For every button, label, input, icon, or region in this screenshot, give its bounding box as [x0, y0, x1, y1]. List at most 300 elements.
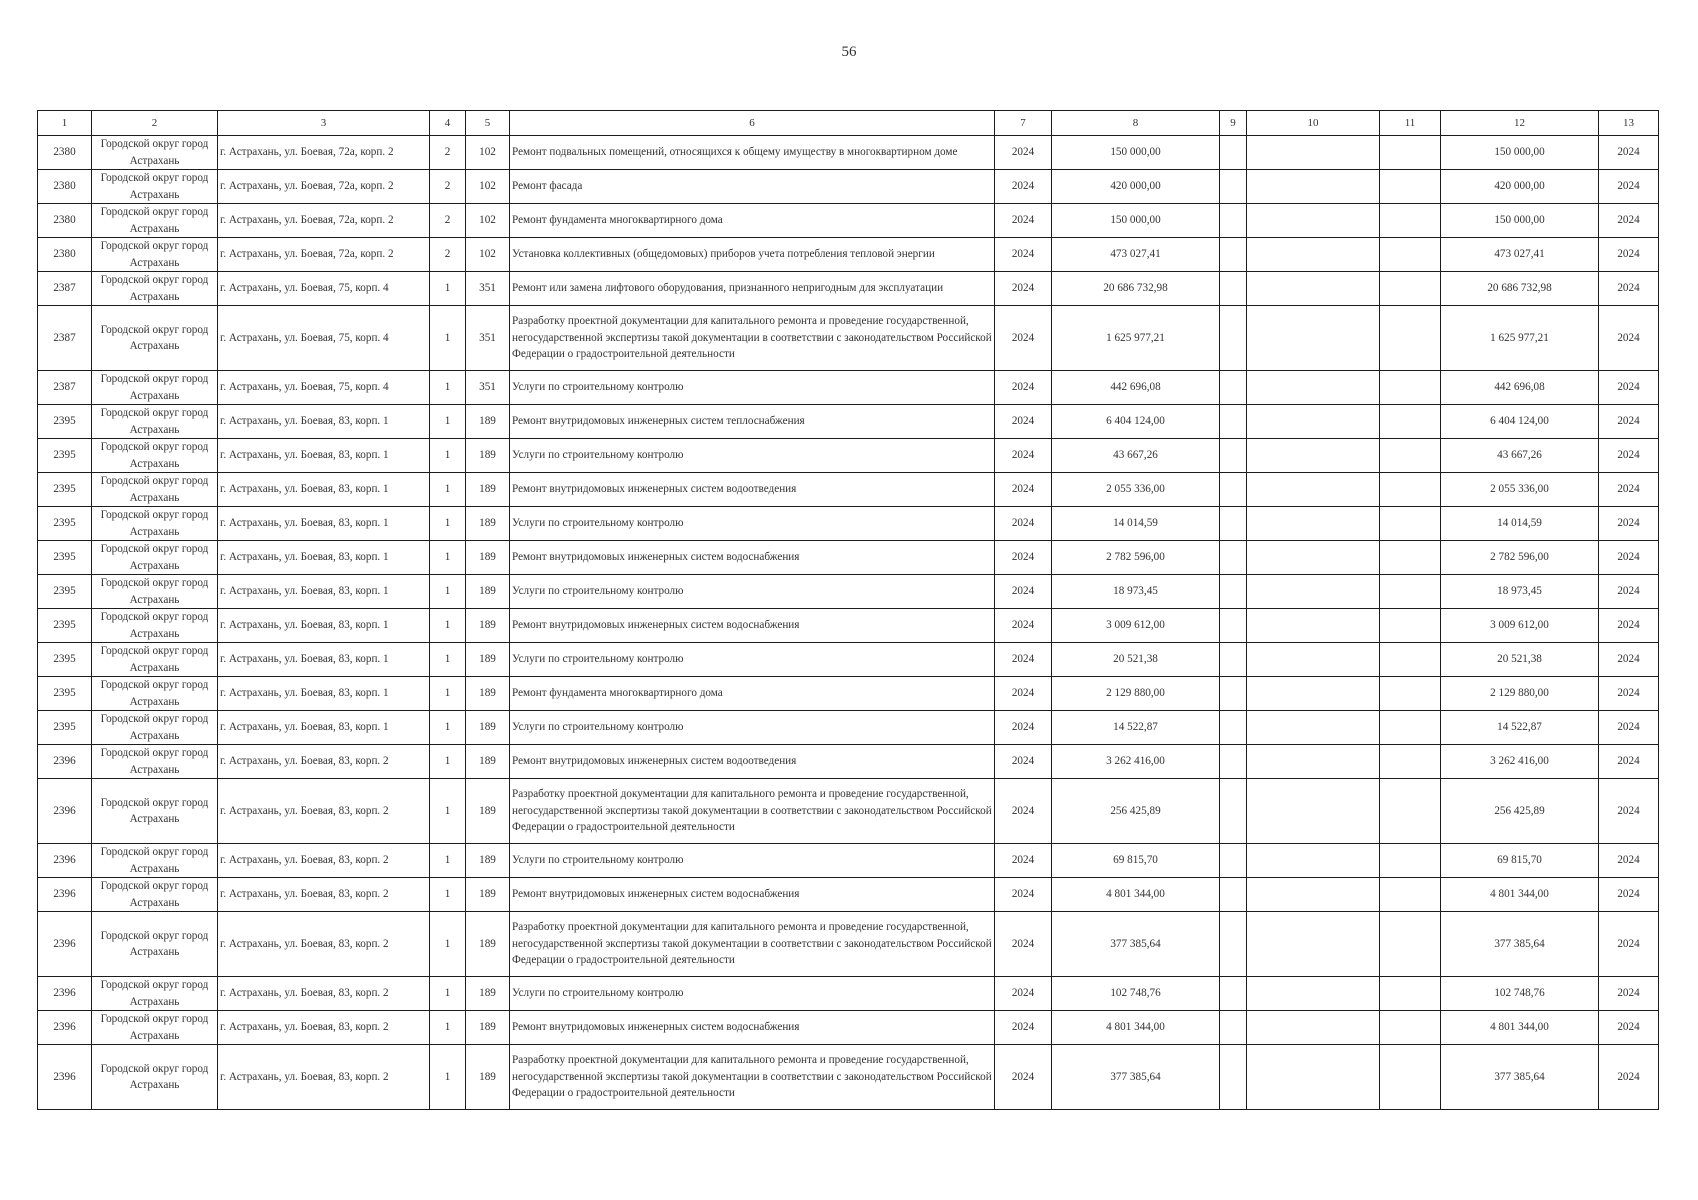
cell-year: 2024	[995, 745, 1052, 779]
cell-year: 2024	[995, 405, 1052, 439]
cell-col-9	[1220, 272, 1247, 306]
cell-year: 2024	[995, 878, 1052, 912]
cell-cost-total: 69 815,70	[1441, 844, 1599, 878]
cell-col-5: 189	[466, 473, 510, 507]
cell-col-11	[1380, 912, 1441, 977]
table-row	[38, 643, 1659, 677]
cell-col-9	[1220, 306, 1247, 371]
table-row	[38, 541, 1659, 575]
cell-year-end: 2024	[1599, 473, 1659, 507]
cell-col-9	[1220, 170, 1247, 204]
cell-col-5: 189	[466, 439, 510, 473]
cell-object-id: 2396	[38, 977, 92, 1011]
cell-col-10	[1247, 779, 1380, 844]
cell-year: 2024	[995, 170, 1052, 204]
cell-municipality: Городской округ город Астрахань	[92, 779, 218, 844]
cell-object-id: 2396	[38, 1011, 92, 1045]
cell-object-id: 2396	[38, 779, 92, 844]
cell-year: 2024	[995, 541, 1052, 575]
cell-municipality: Городской округ город Астрахань	[92, 878, 218, 912]
cell-col-11	[1380, 711, 1441, 745]
cell-cost-total: 256 425,89	[1441, 779, 1599, 844]
cell-address: г. Астрахань, ул. Боевая, 75, корп. 4	[218, 306, 430, 371]
cell-col-10	[1247, 643, 1380, 677]
cell-year-end: 2024	[1599, 136, 1659, 170]
table-body	[38, 136, 1659, 1110]
cell-work-type: Установка коллективных (общедомовых) приборов учета потребления тепловой энергии	[510, 238, 995, 272]
cell-col-10	[1247, 1045, 1380, 1110]
table-row	[38, 912, 1659, 977]
cell-col-4: 1	[430, 711, 466, 745]
cell-object-id: 2380	[38, 136, 92, 170]
cell-col-5: 189	[466, 643, 510, 677]
cell-col-4: 1	[430, 609, 466, 643]
cell-work-type: Ремонт подвальных помещений, относящихся к общему имуществу в многоквартирном доме	[510, 136, 995, 170]
cell-year: 2024	[995, 609, 1052, 643]
cell-col-4: 1	[430, 541, 466, 575]
cell-col-11	[1380, 844, 1441, 878]
column-header: 2	[92, 111, 218, 136]
cell-cost: 2 782 596,00	[1052, 541, 1220, 575]
column-header: 10	[1247, 111, 1380, 136]
cell-object-id: 2396	[38, 912, 92, 977]
cell-object-id: 2395	[38, 507, 92, 541]
cell-col-9	[1220, 977, 1247, 1011]
cell-col-11	[1380, 272, 1441, 306]
cell-cost: 14 522,87	[1052, 711, 1220, 745]
cell-year: 2024	[995, 507, 1052, 541]
page-number: 56	[841, 44, 857, 60]
table-row	[38, 844, 1659, 878]
cell-cost-total: 2 782 596,00	[1441, 541, 1599, 575]
cell-work-type: Ремонт фасада	[510, 170, 995, 204]
cell-col-5: 102	[466, 204, 510, 238]
cell-col-9	[1220, 136, 1247, 170]
cell-municipality: Городской округ город Астрахань	[92, 541, 218, 575]
table-row	[38, 711, 1659, 745]
cell-cost: 102 748,76	[1052, 977, 1220, 1011]
cell-address: г. Астрахань, ул. Боевая, 83, корп. 1	[218, 439, 430, 473]
cell-year-end: 2024	[1599, 779, 1659, 844]
cell-col-4: 1	[430, 643, 466, 677]
cell-municipality: Городской округ город Астрахань	[92, 745, 218, 779]
cell-address: г. Астрахань, ул. Боевая, 83, корп. 1	[218, 677, 430, 711]
cell-cost-total: 14 522,87	[1441, 711, 1599, 745]
cell-cost: 420 000,00	[1052, 170, 1220, 204]
cell-year: 2024	[995, 473, 1052, 507]
cell-year-end: 2024	[1599, 711, 1659, 745]
cell-cost-total: 377 385,64	[1441, 912, 1599, 977]
cell-col-4: 1	[430, 272, 466, 306]
cell-col-11	[1380, 977, 1441, 1011]
cell-col-5: 189	[466, 711, 510, 745]
cell-col-9	[1220, 507, 1247, 541]
column-header: 7	[995, 111, 1052, 136]
cell-work-type: Услуги по строительному контролю	[510, 977, 995, 1011]
cell-cost-total: 420 000,00	[1441, 170, 1599, 204]
cell-municipality: Городской округ город Астрахань	[92, 1011, 218, 1045]
cell-col-10	[1247, 912, 1380, 977]
cell-address: г. Астрахань, ул. Боевая, 83, корп. 1	[218, 575, 430, 609]
cell-year-end: 2024	[1599, 575, 1659, 609]
cell-municipality: Городской округ город Астрахань	[92, 912, 218, 977]
cell-municipality: Городской округ город Астрахань	[92, 507, 218, 541]
cell-col-4: 1	[430, 575, 466, 609]
cell-work-type: Ремонт фундамента многоквартирного дома	[510, 677, 995, 711]
column-header: 9	[1220, 111, 1247, 136]
cell-col-4: 1	[430, 912, 466, 977]
cell-municipality: Городской округ город Астрахань	[92, 136, 218, 170]
cell-col-10	[1247, 238, 1380, 272]
cell-municipality: Городской округ город Астрахань	[92, 238, 218, 272]
cell-municipality: Городской округ город Астрахань	[92, 306, 218, 371]
column-header: 3	[218, 111, 430, 136]
cell-object-id: 2387	[38, 306, 92, 371]
cell-year-end: 2024	[1599, 405, 1659, 439]
cell-col-5: 351	[466, 306, 510, 371]
table-row	[38, 977, 1659, 1011]
cell-year-end: 2024	[1599, 439, 1659, 473]
cell-year: 2024	[995, 1045, 1052, 1110]
cell-cost: 20 686 732,98	[1052, 272, 1220, 306]
cell-col-9	[1220, 541, 1247, 575]
cell-col-5: 189	[466, 779, 510, 844]
cell-object-id: 2395	[38, 439, 92, 473]
cell-object-id: 2396	[38, 745, 92, 779]
table-row	[38, 405, 1659, 439]
cell-col-10	[1247, 1011, 1380, 1045]
cell-cost-total: 150 000,00	[1441, 204, 1599, 238]
cell-col-9	[1220, 912, 1247, 977]
cell-work-type: Ремонт внутридомовых инженерных систем водоотведения	[510, 745, 995, 779]
cell-col-4: 1	[430, 439, 466, 473]
table-row	[38, 575, 1659, 609]
cell-object-id: 2395	[38, 643, 92, 677]
cell-address: г. Астрахань, ул. Боевая, 83, корп. 2	[218, 878, 430, 912]
cell-municipality: Городской округ город Астрахань	[92, 844, 218, 878]
table-row	[38, 238, 1659, 272]
cell-work-type: Услуги по строительному контролю	[510, 575, 995, 609]
cell-col-9	[1220, 1011, 1247, 1045]
cell-cost-total: 473 027,41	[1441, 238, 1599, 272]
cell-work-type: Услуги по строительному контролю	[510, 371, 995, 405]
cell-col-5: 189	[466, 912, 510, 977]
cell-col-11	[1380, 204, 1441, 238]
cell-work-type: Ремонт внутридомовых инженерных систем водоснабжения	[510, 609, 995, 643]
cell-col-5: 189	[466, 507, 510, 541]
cell-col-10	[1247, 677, 1380, 711]
table-row	[38, 878, 1659, 912]
cell-col-10	[1247, 439, 1380, 473]
cell-object-id: 2395	[38, 405, 92, 439]
table-row	[38, 677, 1659, 711]
cell-col-9	[1220, 204, 1247, 238]
cell-work-type: Разработку проектной документации для капитального ремонта и проведение государственной, негосударственной экспертизы такой документации в соответствии с законодательством Российской Федерации о градостроительной деятельности	[510, 1045, 995, 1110]
table-row	[38, 306, 1659, 371]
cell-year: 2024	[995, 912, 1052, 977]
cell-col-5: 351	[466, 272, 510, 306]
table-row	[38, 170, 1659, 204]
cell-cost: 256 425,89	[1052, 779, 1220, 844]
cell-year-end: 2024	[1599, 371, 1659, 405]
cell-year-end: 2024	[1599, 1011, 1659, 1045]
cell-year-end: 2024	[1599, 272, 1659, 306]
cell-col-5: 189	[466, 405, 510, 439]
cell-municipality: Городской округ город Астрахань	[92, 1045, 218, 1110]
cell-year-end: 2024	[1599, 844, 1659, 878]
cell-col-9	[1220, 439, 1247, 473]
cell-col-4: 2	[430, 136, 466, 170]
cell-col-11	[1380, 306, 1441, 371]
column-header: 5	[466, 111, 510, 136]
cell-address: г. Астрахань, ул. Боевая, 83, корп. 2	[218, 912, 430, 977]
cell-col-4: 1	[430, 779, 466, 844]
cell-year-end: 2024	[1599, 643, 1659, 677]
cell-col-9	[1220, 878, 1247, 912]
table-row	[38, 609, 1659, 643]
cell-municipality: Городской округ город Астрахань	[92, 643, 218, 677]
cell-object-id: 2396	[38, 844, 92, 878]
cell-work-type: Ремонт внутридомовых инженерных систем водоснабжения	[510, 878, 995, 912]
cell-address: г. Астрахань, ул. Боевая, 75, корп. 4	[218, 272, 430, 306]
cell-year-end: 2024	[1599, 1045, 1659, 1110]
cell-col-4: 1	[430, 473, 466, 507]
cell-municipality: Городской округ город Астрахань	[92, 170, 218, 204]
cell-cost: 69 815,70	[1052, 844, 1220, 878]
cell-year-end: 2024	[1599, 306, 1659, 371]
cell-col-5: 189	[466, 575, 510, 609]
cell-object-id: 2396	[38, 1045, 92, 1110]
cell-col-10	[1247, 371, 1380, 405]
cell-cost-total: 14 014,59	[1441, 507, 1599, 541]
cell-col-10	[1247, 170, 1380, 204]
cell-col-11	[1380, 238, 1441, 272]
cell-year: 2024	[995, 711, 1052, 745]
cell-year-end: 2024	[1599, 204, 1659, 238]
cell-work-type: Услуги по строительному контролю	[510, 844, 995, 878]
cell-col-4: 2	[430, 204, 466, 238]
cell-address: г. Астрахань, ул. Боевая, 83, корп. 1	[218, 541, 430, 575]
cell-year: 2024	[995, 643, 1052, 677]
cell-col-10	[1247, 711, 1380, 745]
cell-cost: 1 625 977,21	[1052, 306, 1220, 371]
cell-cost: 377 385,64	[1052, 912, 1220, 977]
cell-year: 2024	[995, 272, 1052, 306]
cell-year: 2024	[995, 977, 1052, 1011]
cell-municipality: Городской округ город Астрахань	[92, 677, 218, 711]
column-header: 1	[38, 111, 92, 136]
cell-col-11	[1380, 745, 1441, 779]
cell-year: 2024	[995, 1011, 1052, 1045]
cell-cost-total: 2 055 336,00	[1441, 473, 1599, 507]
cell-col-11	[1380, 507, 1441, 541]
cell-year: 2024	[995, 779, 1052, 844]
cell-address: г. Астрахань, ул. Боевая, 72а, корп. 2	[218, 238, 430, 272]
column-header: 4	[430, 111, 466, 136]
cell-cost: 2 129 880,00	[1052, 677, 1220, 711]
cell-work-type: Услуги по строительному контролю	[510, 643, 995, 677]
cell-cost: 442 696,08	[1052, 371, 1220, 405]
cell-col-4: 1	[430, 405, 466, 439]
cell-col-9	[1220, 609, 1247, 643]
cell-year-end: 2024	[1599, 977, 1659, 1011]
cell-address: г. Астрахань, ул. Боевая, 83, корп. 2	[218, 1011, 430, 1045]
cell-col-4: 2	[430, 170, 466, 204]
cell-cost: 18 973,45	[1052, 575, 1220, 609]
cell-municipality: Городской округ город Астрахань	[92, 473, 218, 507]
cell-year-end: 2024	[1599, 745, 1659, 779]
cell-col-11	[1380, 136, 1441, 170]
cell-col-10	[1247, 844, 1380, 878]
cell-col-11	[1380, 575, 1441, 609]
cell-col-5: 189	[466, 844, 510, 878]
cell-col-5: 351	[466, 371, 510, 405]
cell-col-4: 1	[430, 507, 466, 541]
cell-col-4: 1	[430, 844, 466, 878]
cell-year-end: 2024	[1599, 609, 1659, 643]
cell-col-5: 189	[466, 745, 510, 779]
cell-col-9	[1220, 745, 1247, 779]
cell-col-5: 102	[466, 136, 510, 170]
cell-cost-total: 20 521,38	[1441, 643, 1599, 677]
cell-col-9	[1220, 371, 1247, 405]
cell-col-11	[1380, 609, 1441, 643]
cell-year: 2024	[995, 306, 1052, 371]
cell-col-4: 1	[430, 878, 466, 912]
cell-cost-total: 18 973,45	[1441, 575, 1599, 609]
cell-cost-total: 3 262 416,00	[1441, 745, 1599, 779]
cell-col-10	[1247, 204, 1380, 238]
repair-plan-table	[37, 110, 1659, 1110]
cell-col-11	[1380, 1011, 1441, 1045]
cell-work-type: Ремонт фундамента многоквартирного дома	[510, 204, 995, 238]
cell-year: 2024	[995, 136, 1052, 170]
cell-address: г. Астрахань, ул. Боевая, 83, корп. 2	[218, 977, 430, 1011]
cell-municipality: Городской округ город Астрахань	[92, 977, 218, 1011]
cell-object-id: 2395	[38, 677, 92, 711]
cell-address: г. Астрахань, ул. Боевая, 83, корп. 2	[218, 844, 430, 878]
cell-col-5: 189	[466, 677, 510, 711]
cell-work-type: Услуги по строительному контролю	[510, 711, 995, 745]
cell-cost: 473 027,41	[1052, 238, 1220, 272]
cell-col-5: 189	[466, 541, 510, 575]
cell-cost-total: 102 748,76	[1441, 977, 1599, 1011]
cell-cost: 150 000,00	[1052, 136, 1220, 170]
cell-col-11	[1380, 878, 1441, 912]
table-row	[38, 136, 1659, 170]
cell-year: 2024	[995, 844, 1052, 878]
cell-object-id: 2380	[38, 170, 92, 204]
cell-address: г. Астрахань, ул. Боевая, 83, корп. 1	[218, 405, 430, 439]
cell-year: 2024	[995, 371, 1052, 405]
cell-cost-total: 2 129 880,00	[1441, 677, 1599, 711]
cell-cost: 3 009 612,00	[1052, 609, 1220, 643]
cell-col-5: 189	[466, 1011, 510, 1045]
cell-col-11	[1380, 541, 1441, 575]
cell-col-11	[1380, 677, 1441, 711]
cell-object-id: 2380	[38, 204, 92, 238]
cell-col-5: 189	[466, 1045, 510, 1110]
cell-object-id: 2396	[38, 878, 92, 912]
cell-col-9	[1220, 711, 1247, 745]
cell-col-5: 189	[466, 609, 510, 643]
cell-cost: 4 801 344,00	[1052, 1011, 1220, 1045]
table-row	[38, 371, 1659, 405]
cell-col-10	[1247, 745, 1380, 779]
cell-municipality: Городской округ город Астрахань	[92, 405, 218, 439]
column-header: 11	[1380, 111, 1441, 136]
cell-col-9	[1220, 643, 1247, 677]
cell-cost-total: 150 000,00	[1441, 136, 1599, 170]
table-row	[38, 204, 1659, 238]
cell-year: 2024	[995, 238, 1052, 272]
cell-year: 2024	[995, 677, 1052, 711]
cell-col-5: 102	[466, 170, 510, 204]
cell-cost-total: 20 686 732,98	[1441, 272, 1599, 306]
cell-object-id: 2395	[38, 473, 92, 507]
cell-work-type: Ремонт внутридомовых инженерных систем водоснабжения	[510, 541, 995, 575]
cell-municipality: Городской округ город Астрахань	[92, 609, 218, 643]
cell-col-9	[1220, 779, 1247, 844]
cell-address: г. Астрахань, ул. Боевая, 83, корп. 2	[218, 745, 430, 779]
cell-col-10	[1247, 977, 1380, 1011]
cell-address: г. Астрахань, ул. Боевая, 83, корп. 1	[218, 609, 430, 643]
cell-address: г. Астрахань, ул. Боевая, 72а, корп. 2	[218, 204, 430, 238]
cell-work-type: Ремонт внутридомовых инженерных систем водоснабжения	[510, 1011, 995, 1045]
cell-col-4: 1	[430, 371, 466, 405]
cell-col-10	[1247, 136, 1380, 170]
cell-object-id: 2395	[38, 575, 92, 609]
cell-year-end: 2024	[1599, 238, 1659, 272]
cell-col-5: 189	[466, 878, 510, 912]
cell-municipality: Городской округ город Астрахань	[92, 272, 218, 306]
cell-cost: 43 667,26	[1052, 439, 1220, 473]
cell-cost-total: 6 404 124,00	[1441, 405, 1599, 439]
cell-year-end: 2024	[1599, 878, 1659, 912]
cell-col-11	[1380, 643, 1441, 677]
cell-col-4: 1	[430, 1011, 466, 1045]
header-row	[38, 111, 1659, 136]
cell-cost-total: 4 801 344,00	[1441, 878, 1599, 912]
cell-address: г. Астрахань, ул. Боевая, 83, корп. 1	[218, 643, 430, 677]
cell-address: г. Астрахань, ул. Боевая, 83, корп. 2	[218, 1045, 430, 1110]
column-header: 12	[1441, 111, 1599, 136]
cell-cost-total: 4 801 344,00	[1441, 1011, 1599, 1045]
cell-address: г. Астрахань, ул. Боевая, 83, корп. 1	[218, 507, 430, 541]
cell-cost: 20 521,38	[1052, 643, 1220, 677]
cell-object-id: 2387	[38, 272, 92, 306]
cell-col-10	[1247, 306, 1380, 371]
cell-cost-total: 377 385,64	[1441, 1045, 1599, 1110]
cell-year: 2024	[995, 575, 1052, 609]
table-row	[38, 439, 1659, 473]
table-row	[38, 272, 1659, 306]
cell-cost-total: 1 625 977,21	[1441, 306, 1599, 371]
cell-cost: 150 000,00	[1052, 204, 1220, 238]
cell-year-end: 2024	[1599, 170, 1659, 204]
cell-col-11	[1380, 371, 1441, 405]
column-header: 13	[1599, 111, 1659, 136]
cell-work-type: Разработку проектной документации для капитального ремонта и проведение государственной, негосударственной экспертизы такой документации в соответствии с законодательством Российской Федерации о градостроительной деятельности	[510, 779, 995, 844]
cell-cost: 4 801 344,00	[1052, 878, 1220, 912]
cell-work-type: Ремонт внутридомовых инженерных систем теплоснабжения	[510, 405, 995, 439]
table-row	[38, 779, 1659, 844]
cell-col-9	[1220, 575, 1247, 609]
cell-object-id: 2395	[38, 541, 92, 575]
cell-cost: 2 055 336,00	[1052, 473, 1220, 507]
cell-col-9	[1220, 238, 1247, 272]
cell-address: г. Астрахань, ул. Боевая, 72а, корп. 2	[218, 136, 430, 170]
